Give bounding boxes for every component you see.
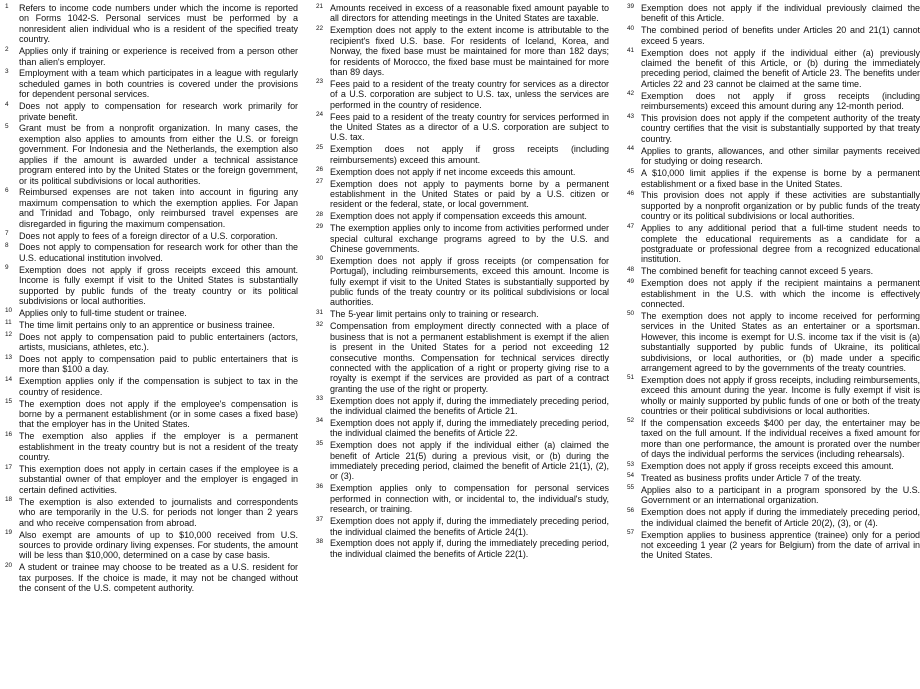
- footnote-number: 43: [627, 112, 635, 120]
- footnote-text: Compensation from employment directly connected with a place of business that is not a permanent establishment is exempt if the alien is present in the United States for a period not exceeding 12 consecutive months. Compensation for technical services directly connected with the application of a right or property giving rise to a royalty is exempt if the services are provided as part of a contract granting the use of the right or property.: [330, 321, 609, 394]
- footnote-number: 51: [627, 374, 635, 382]
- footnote-text: Exemption does not apply if, during the immediately preceding period, the individual claimed the benefits of Article 22.: [330, 417, 609, 439]
- footnote-text: The combined period of benefits under Articles 20 and 21(1) cannot exceed 5 years.: [641, 25, 920, 46]
- footnote-item: [626, 91, 920, 112]
- footnote-item: [626, 266, 920, 276]
- footnote-text: This exemption does not apply in certain cases if the employee is a substantial owner of that employer and the employer is engaged in certain defined activities.: [19, 464, 298, 495]
- footnote-number: 41: [627, 47, 635, 55]
- footnote-text: Applies to grants, allowances, and other similar payments received for studying or doing research.: [641, 145, 920, 167]
- footnote-item: [4, 46, 298, 67]
- footnote-item: [315, 256, 609, 308]
- footnote-number: 2: [5, 45, 9, 53]
- footnote-number: 21: [316, 2, 324, 10]
- footnote-text: Fees paid to a resident of the treaty country for services as a director of a U.S. corporation are subject to U.S. tax, unless the services are performed in the country of residence.: [330, 78, 609, 110]
- footnote-number: 29: [316, 222, 324, 230]
- footnote-column-3: [626, 3, 920, 687]
- footnote-item: [626, 375, 920, 417]
- footnote-text: Exemption applies to business apprentice (trainee) only for a period not exceeding 1 year (2 years for Belgium) from the date of arrival in the United States.: [641, 529, 920, 561]
- footnote-text: The exemption does not apply to income received for performing services in the United States as an entertainer or a sportsman. However, this income is exempt for U.S. income tax if the visit is (a) substantially supported by public funds of Ukraine, its political subdivisions, or local authorities, or (b) made under a specific arrangement agreed to by the governments of the treaty countries.: [641, 310, 920, 373]
- footnote-text: This provision does not apply if these activities are substantially supported by a nonprofit organization or by public funds of the treaty country or its political subdivisions or local authorities.: [641, 190, 920, 222]
- footnote-number: 31: [316, 308, 324, 316]
- footnote-item: [4, 562, 298, 593]
- footnote-text: Exemption does not apply to payments borne by a permanent establishment in the United States or paid by a U.S. citizen or resident or the federal, state, or local government.: [330, 178, 609, 210]
- footnote-text: Applies to any additional period that a full-time student needs to complete the educational requirements as a candidate for a postgraduate or professional degree from a recognized educational institution.: [641, 223, 920, 265]
- footnote-text: Applies only to full-time student or trainee.: [19, 307, 187, 318]
- footnote-item: [626, 190, 920, 221]
- footnote-number: 39: [627, 2, 635, 10]
- footnote-item: [315, 418, 609, 439]
- footnote-item: [626, 530, 920, 561]
- footnote-text: Does not apply to compensation paid to public entertainers (actors, artists, musicians, athletes, etc.).: [19, 331, 298, 353]
- footnote-item: [315, 112, 609, 143]
- footnote-item: [626, 278, 920, 309]
- footnote-item: [626, 461, 920, 471]
- footnote-text: Reimbursed expenses are not taken into account in figuring any maximum compensation to which the exemption applies. For Japan and Trinidad and Tobago, only reimbursed travel expenses are disregarded in figuring the maximum compensation.: [19, 187, 298, 229]
- footnote-number: 33: [316, 395, 324, 403]
- footnote-text: The exemption also applies if the employer is a permanent establishment in the treaty country but is not a resident of the treaty country.: [19, 431, 298, 463]
- footnote-text: Exemption applies only to compensation for personal services performed in connection with, or incidental to, the individual's study, research, or training.: [330, 483, 609, 515]
- footnote-text: Treated as business profits under Article 7 of the treaty.: [641, 472, 862, 483]
- footnote-number: 9: [5, 264, 9, 272]
- footnote-item: [626, 311, 920, 373]
- footnote-item: [4, 464, 298, 495]
- footnote-text: Exemption does not apply if net income exceeds this amount.: [330, 166, 576, 177]
- footnote-number: 30: [316, 255, 324, 263]
- footnote-item: [626, 507, 920, 528]
- footnote-item: [626, 113, 920, 144]
- footnote-number: 32: [316, 320, 324, 328]
- footnote-text: Refers to income code numbers under which the income is reported on Forms 1042-S. Personal services must be performed by a nonresident alien individual who is a resident of the specified treaty country.: [19, 3, 298, 45]
- footnote-text: Exemption does not apply if gross receipts exceed this amount. Income is fully exempt if visit to the United States is substantially supported by public funds of the treaty country or its political subdivisions or local authorities.: [19, 264, 298, 306]
- footnote-number: 23: [316, 78, 324, 86]
- footnote-item: [315, 167, 609, 177]
- footnote-text: The exemption is also extended to journalists and correspondents who are temporarily in the U.S. for periods not longer than 2 years and who receive compensation from abroad.: [19, 496, 298, 528]
- footnote-item: [4, 242, 298, 263]
- footnote-text: Applies only if training or experience is received from a person other than alien's employer.: [19, 46, 298, 67]
- footnote-number: 37: [316, 515, 324, 523]
- footnote-number: 56: [627, 506, 635, 514]
- footnote-item: [315, 516, 609, 537]
- footnote-text: Also exempt are amounts of up to $10,000 received from U.S. sources to provide ordinary living expenses. For students, the amount will be less than $10,000, determined on a case by case basis.: [19, 529, 298, 561]
- footnote-text: Does not apply to compensation for research work primarily for private benefit.: [19, 101, 298, 122]
- footnote-text: Exemption applies only if the compensation is subject to tax in the country of residence.: [19, 376, 298, 397]
- footnote-number: 4: [5, 100, 9, 108]
- footnote-column-1: [4, 3, 298, 687]
- footnote-item: [626, 168, 920, 189]
- footnote-item: [315, 3, 609, 24]
- footnote-text: Exemption does not apply if the recipient maintains a permanent establishment in the U.S. with which the income is effectively connected.: [641, 278, 920, 309]
- footnote-number: 13: [5, 353, 13, 361]
- footnote-item: [626, 3, 920, 24]
- footnote-text: The time limit pertains only to an apprentice or business trainee.: [19, 319, 275, 330]
- footnote-number: 17: [5, 463, 13, 471]
- footnote-text: Does not apply to compensation paid to public entertainers that is more than $100 a day.: [19, 354, 298, 375]
- footnote-item: [4, 376, 298, 397]
- footnote-number: 8: [5, 241, 9, 249]
- footnote-text: The exemption does not apply if the employee's compensation is borne by a permanent establishment (or in some cases a fixed base) that the employer has in the United States.: [19, 398, 298, 430]
- footnote-number: 47: [627, 222, 635, 230]
- footnote-number: 36: [316, 482, 324, 490]
- footnote-text: If the compensation exceeds $400 per day, the entertainer may be taxed on the full amount. If the individual receives a fixed amount for more than one performance, the amount is prorated over the number of days the individual performs the services (including rehearsals).: [641, 417, 920, 460]
- footnote-text: The exemption applies only to income from activities performed under special cultural exchange programs agreed to by the U.S. and Chinese governments.: [330, 223, 609, 254]
- footnote-item: [626, 473, 920, 483]
- footnote-text: Exemption does not apply if gross receipts exceed this amount.: [641, 461, 894, 472]
- footnote-text: Fees paid to a resident of the treaty country for services performed in the United States as a director of a U.S. corporation are subject to U.S. tax.: [330, 111, 609, 143]
- footnote-item: [315, 321, 609, 394]
- footnote-item: [4, 68, 298, 99]
- footnote-text: The 5-year limit pertains only to training or research.: [330, 309, 539, 320]
- footnote-text: Exemption does not apply if gross receipts (including reimbursements) exceed this amount.: [330, 144, 609, 165]
- footnote-item: [4, 320, 298, 330]
- footnote-item: [4, 123, 298, 185]
- footnote-number: 6: [5, 186, 9, 194]
- footnote-item: [315, 396, 609, 417]
- footnote-number: 35: [316, 439, 324, 447]
- footnote-item: [4, 231, 298, 241]
- footnote-text: Exemption does not apply if, during the immediately preceding period, the individual claimed the benefits of Article 22(1).: [330, 538, 609, 559]
- footnote-item: [626, 418, 920, 460]
- footnote-number: 40: [627, 24, 635, 32]
- footnote-number: 54: [627, 472, 635, 480]
- footnote-number: 20: [5, 561, 13, 569]
- footnote-item: [315, 79, 609, 110]
- footnote-text: Grant must be from a nonprofit organization. In many cases, the exemption also applies to amounts from either the U.S. or foreign government. For Indonesia and the Netherlands, the exemption also applies if the amount is awarded under a technical assistance program entered into by the United States or the foreign government, or its political subdivisions or local authorities.: [19, 123, 298, 186]
- footnote-number: 26: [316, 166, 324, 174]
- footnote-text: Exemption does not apply if compensation exceeds this amount.: [330, 211, 587, 222]
- footnote-number: 55: [627, 484, 635, 492]
- footnote-item: [315, 211, 609, 221]
- footnote-text: Exemption does not apply if gross receipts (including reimbursements) exceed this amount during any 12-month period.: [641, 90, 920, 112]
- footnote-text: Employment with a team which participates in a league with regularly scheduled games in both countries is covered under the provisions for dependent personal services.: [19, 68, 298, 100]
- footnote-number: 25: [316, 143, 324, 151]
- footnote-column-2: [315, 3, 609, 687]
- footnote-item: [4, 354, 298, 375]
- footnote-number: 24: [316, 111, 324, 119]
- footnote-item: [626, 48, 920, 90]
- footnote-item: [4, 431, 298, 462]
- footnote-text: Exemption does not apply if the individual either (a) previously claimed the benefit of this Article, or (b) during the immediately preceding period, claimed the benefit of Article 23. The benefits under Articles 22 and 23 cannot be claimed at the same time.: [641, 47, 920, 89]
- footnote-number: 1: [5, 2, 9, 10]
- footnote-text: Exemption does not apply to the extent income is attributable to the recipient's fixed U.S. base. For residents of Iceland, Korea, and Norway, the fixed base must be maintained for more than 182 days; for residents of Morocco, the fixed base must be maintained for more than 89 days.: [330, 25, 609, 77]
- footnote-text: Exemption does not apply if the individual either (a) claimed the benefit of Article 21(5) during a previous visit, or (b) during the immediately preceding period, claimed the benefit of Article 21(1), (2), or (3).: [330, 440, 609, 482]
- footnote-text: Exemption does not apply if gross receipts (or compensation for Portugal), including reimbursements, exceed this amount. Income is fully exempt if visit to the United States is substantially supported by public funds of the treaty country or its political subdivisions or local authorities.: [330, 255, 609, 308]
- footnote-item: [626, 146, 920, 167]
- footnote-text: Does not apply to fees of a foreign director of a U.S. corporation.: [19, 230, 278, 241]
- footnote-number: 49: [627, 277, 635, 285]
- footnote-number: 16: [5, 430, 13, 438]
- footnote-text: Exemption does not apply if, during the immediately preceding period, the individual claimed the benefits of Article 21.: [330, 395, 609, 417]
- footnote-item: [4, 530, 298, 561]
- footnote-number: 50: [627, 310, 635, 318]
- footnote-item: [4, 3, 298, 45]
- footnote-text: Exemption does not apply if during the immediately preceding period, the individual claimed the benefit of Article 20(2), (3), or (4).: [641, 507, 920, 528]
- footnote-item: [626, 485, 920, 506]
- footnote-item: [4, 308, 298, 318]
- footnote-text: Does not apply to compensation for research work for other than the U.S. educational institution involved.: [19, 242, 298, 263]
- footnote-item: [315, 538, 609, 559]
- footnote-item: [315, 25, 609, 77]
- footnote-number: 28: [316, 210, 324, 218]
- footnote-item: [315, 440, 609, 482]
- footnote-number: 34: [316, 417, 324, 425]
- footnote-text: Exemption does not apply if gross receipts, including reimbursements, exceed this amount during the year. Income is fully exempt if visit is wholly or mainly supported by public funds of one or both of the treaty countries or their political subdivisions or local authorities.: [641, 374, 920, 417]
- footnote-text: Exemption does not apply if, during the immediately preceding period, the individual claimed the benefits of Article 24(1).: [330, 516, 609, 537]
- footnote-number: 52: [627, 417, 635, 425]
- footnote-number: 45: [627, 167, 635, 175]
- footnote-text: The combined benefit for teaching cannot exceed 5 years.: [641, 266, 874, 277]
- footnote-item: [626, 223, 920, 265]
- footnote-item: [315, 179, 609, 210]
- footnote-number: 12: [5, 331, 13, 339]
- footnote-item: [4, 497, 298, 528]
- footnote-item: [315, 483, 609, 514]
- footnote-text: Applies also to a participant in a program sponsored by the U.S. Government or an international organization.: [641, 484, 920, 506]
- footnote-number: 22: [316, 24, 324, 32]
- footnote-text: A $10,000 limit applies if the expense is borne by a permanent establishment or a fixed base in the United States.: [641, 168, 920, 189]
- footnote-number: 46: [627, 189, 635, 197]
- footnote-item: [315, 309, 609, 319]
- footnote-number: 57: [627, 529, 635, 536]
- footnote-item: [4, 187, 298, 229]
- footnote-text: Amounts received in excess of a reasonable fixed amount payable to all directors for attending meetings in the United States are taxable.: [330, 3, 609, 24]
- footnote-item: [4, 399, 298, 430]
- footnote-item: [315, 144, 609, 165]
- footnote-number: 18: [5, 496, 13, 504]
- footnote-number: 42: [627, 90, 635, 98]
- footnote-number: 10: [5, 307, 13, 315]
- footnote-number: 15: [5, 398, 13, 406]
- footnote-item: [315, 223, 609, 254]
- footnote-number: 44: [627, 145, 635, 153]
- footnote-item: [4, 265, 298, 307]
- footnote-number: 38: [316, 537, 324, 545]
- footnote-text: This provision does not apply if the competent authority of the treaty country certifies that the visit is substantially supported by that treaty country.: [641, 113, 920, 144]
- footnote-item: [4, 101, 298, 122]
- footnote-number: 53: [627, 460, 635, 468]
- footnote-number: 27: [316, 178, 324, 185]
- footnote-text: A student or trainee may choose to be treated as a U.S. resident for tax purposes. If the choice is made, it may not be changed without the consent of the U.S. competent authority.: [19, 562, 298, 594]
- footnote-number: 5: [5, 122, 9, 130]
- footnote-number: 7: [5, 230, 9, 238]
- footnote-number: 14: [5, 375, 13, 383]
- footnote-item: [4, 332, 298, 353]
- footnote-number: 48: [627, 265, 635, 273]
- footnote-text: Exemption does not apply if the individual previously claimed the benefit of this Article.: [641, 3, 920, 24]
- footnote-item: [626, 25, 920, 46]
- footnote-number: 3: [5, 67, 9, 75]
- footnote-number: 11: [5, 319, 12, 327]
- footnote-number: 19: [5, 529, 13, 536]
